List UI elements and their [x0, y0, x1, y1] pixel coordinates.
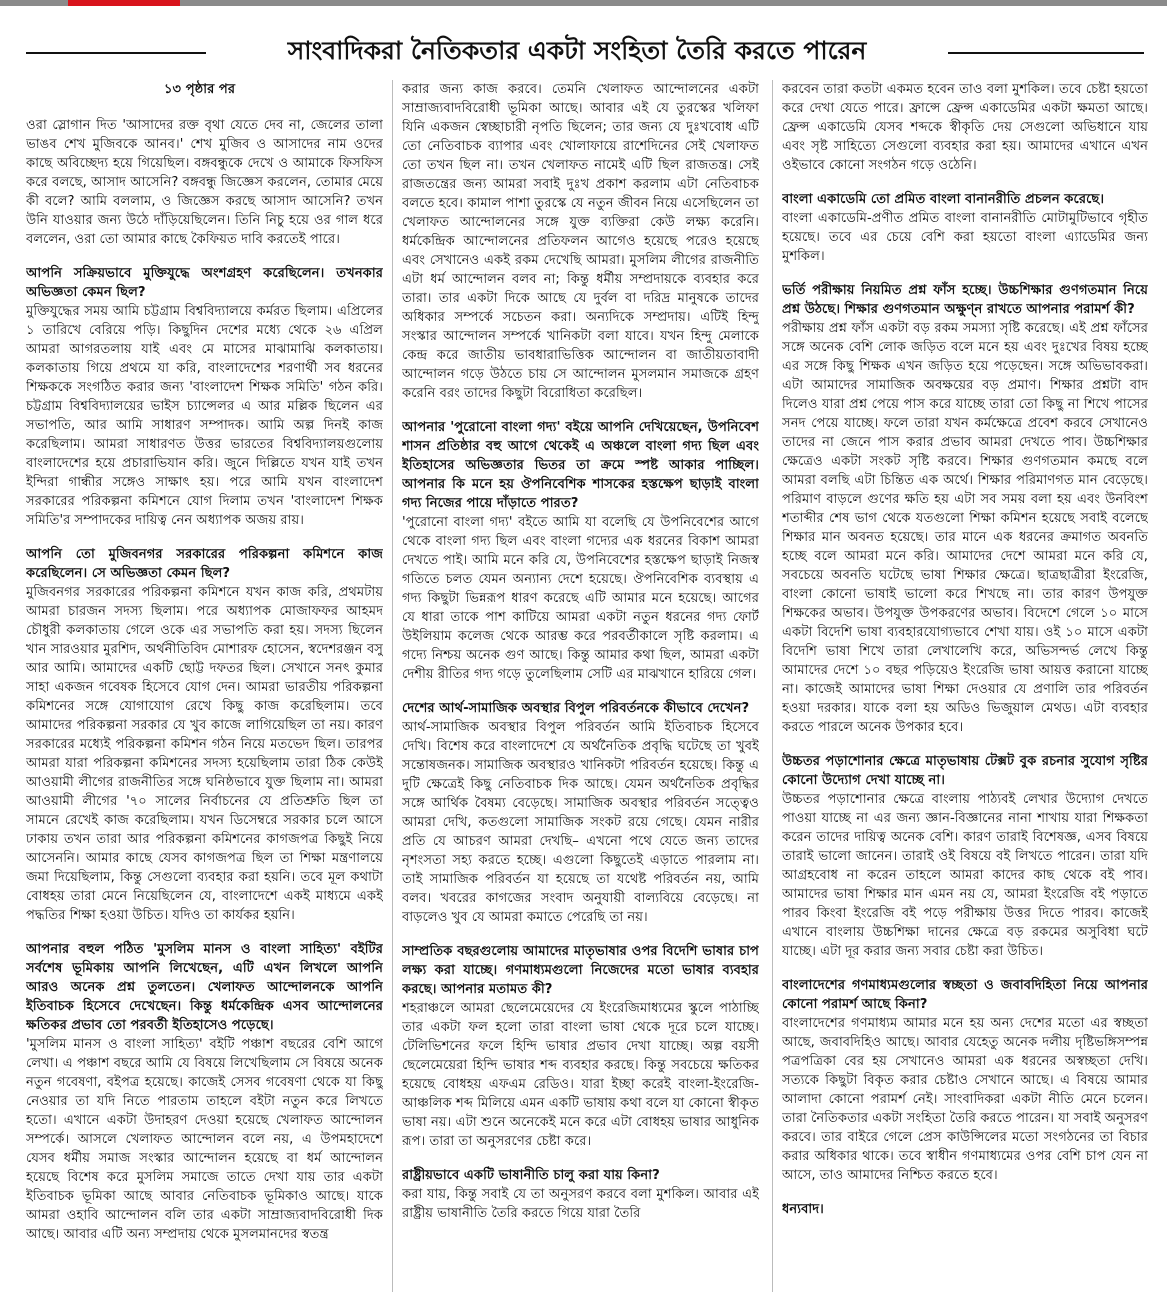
headline-row — [0, 28, 1167, 76]
interview-answer: মুক্তিযুদ্ধের সময় আমি চট্টগ্রাম বিশ্ববিদ্যালয়ে কর্মরত ছিলাম। এপ্রিলের ১ তারিখে বেরিয়ে পড়ি। কিছুদিন দেশের মধ্যে থেকে ২৬ এপ্রিল আমরা আগরতলায় যাই এবং মে মাসের মাঝামাঝি কলকাতায়। কলকাতায় গিয়ে প্রথমে যা করি, বাংলাদেশের শরণার্থী সব ধরনের শিক্ষককে সংগঠিত করার জন্য 'বাংলাদেশ শিক্ষক সমিতি' গঠন করি। চট্টগ্রাম বিশ্ববিদ্যালয়ের ভাইস চ্যান্সেলর এ আর মল্লিক ছিলেন এর সভাপতি, আর আমি সাধারণ সম্পাদক। আমি অল্প দিনই কাজ করেছিলাম। আমরা সাধারণত উত্তর ভারতের বিশ্ববিদ্যালয়গুলোয় বাংলাদেশের হয়ে প্রচারাভিযান করি। জুনে দিল্লিতে যখন যাই তখন ইন্দিরা গান্ধীর সঙ্গেও সাক্ষাৎ হয়। পরে আমি যখন বাংলাদেশ সরকারের পরিকল্পনা কমিশনে যোগ দিলাম তখন 'বাংলাদেশ শিক্ষক সমিতি'র সম্পাদকের দায়িত্ব নেন অধ্যাপক অজয় রায়। — [26, 304, 383, 528]
headline-rule-left — [26, 52, 206, 54]
page-continuation-note: ১৩ পৃষ্ঠার পর — [164, 82, 236, 97]
interview-question: উচ্চতর পড়াশোনার ক্ষেত্রে মাতৃভাষায় টেক্সট বুক রচনার সুযোগ সৃষ্টির কোনো উদ্যোগ দেখা যাচ্ছে না। — [782, 754, 1148, 788]
interview-question: আপনার 'পুরোনো বাংলা গদ্য' বইয়ে আপনি দেখিয়েছেন, উপনিবেশ শাসন প্রতিষ্ঠার বহু আগে থেকেই এ অঞ্চলে বাংলা গদ্য ছিল এবং ইতিহাসের অভিজ্ঞতার ভিতর তা ক্রমে স্পষ্ট আকার পাচ্ছিল। আপনার কি মনে হয় ঔপনিবেশিক শাসকের হস্তক্ষেপ ছাড়াই বাংলা গদ্য নিজের পায়ে দাঁড়াতে পারত? — [402, 420, 759, 511]
column-divider — [772, 80, 773, 1292]
column-2 — [402, 80, 759, 1292]
interview-answer: 'পুরোনো বাংলা গদ্য' বইতে আমি যা বলেছি যে উপনিবেশের আগে থেকে বাংলা গদ্য ছিল এবং বাংলা গদ্যের এক ধরনের বিকাশ আমরা দেখতে পাই। আমি মনে করি যে, উপনিবেশের হস্তক্ষেপ ছাড়াই নিজস্ব গতিতে চলত যেমন অন্যান্য দেশে হয়েছে। ঔপনিবেশিক ব্যবস্থায় এ গদ্য কিছুটা ভিন্নরূপ ধারণ করেছে এটি আমার মনে হয়েছে। আগের যে ধারা তাকে পাশ কাটিয়ে আমরা একটা নতুন ধরনের গদ্য ফোর্ট উইলিয়াম কলেজ থেকে আরম্ভ করে পরবর্তীকালে সৃষ্টি করলাম। এ গদ্যে নিশ্চয় অনেক গুণ আছে। কিন্তু আমার কথা ছিল, আমরা একটা দেশীয় রীতির গদ্য গড়ে তুলেছিলাম সেটি এর মাঝখানে হারিয়ে গেল। — [402, 515, 759, 682]
interview-question: আপনার বহুল পঠিত 'মুসলিম মানস ও বাংলা সাহিত্য' বইটির সর্বশেষ ভূমিকায় আপনি লিখেছেন, এটি এখন লিখলে আপনি আরও অনেক প্রশ্ন তুলতেন। খেলাফত আন্দোলনকে আপনি ইতিবাচক হিসেবে দেখেছেন। কিন্তু ধর্মকেন্দ্রিক এসব আন্দোলনের ক্ষতিকর প্রভাব তো পরবর্তী ইতিহাসেও পড়েছে। — [26, 942, 383, 1033]
interview-answer: করা যায়, কিন্তু সবাই যে তা অনুসরণ করবে বলা মুশকিল। আবার এই রাষ্ট্রীয় ভাষানীতি তৈরি করতে গিয়ে যারা তৈরি — [402, 1187, 759, 1221]
interview-question: রাষ্ট্রীয়ভাবে একটি ভাষানীতি চালু করা যায় কিনা? — [402, 1168, 660, 1183]
interview-answer: শহরাঞ্চলে আমরা ছেলেমেয়েদের যে ইংরেজিমাধ্যমের স্কুলে পাঠাচ্ছি তার একটা ফল হলো তারা বাংলা ভাষা থেকে দূরে চলে যাচ্ছে। টেলিভিশনের ফলে হিন্দি ভাষার প্রভাব দেখা যাচ্ছে। অল্প বয়সী ছেলেমেয়েরা হিন্দি ভাষার শব্দ ব্যবহার করছে। কিন্তু সবচেয়ে ক্ষতিকর হয়েছে বোধহয় এফএম রেডিও। যারা ইচ্ছা করেই বাংলা-ইংরেজি-আঞ্চলিক শব্দ মিলিয়ে এমন একটি ভাষায় কথা বলে যা কোনো স্বীকৃত ভাষা নয়। এটা শুনে অনেকেই মনে করে এটা বোধহয় ভাষার আধুনিক রূপ। তারা তা অনুসরণের চেষ্টা করে। — [402, 1001, 759, 1149]
interview-question: দেশের আর্থ-সামাজিক অবস্থার বিপুল পরিবর্তনকে কীভাবে দেখেন? — [402, 701, 750, 716]
interview-answer: করবেন তারা কতটা একমত হবেন তাও বলা মুশকিল। তবে চেষ্টা হয়তো করে দেখা যেতে পারে। ফ্রান্সে ফ্রেন্স একাডেমির একটা ক্ষমতা আছে। ফ্রেন্স একাডেমি যেসব শব্দকে স্বীকৃতি দেয় সেগুলো অভিধানে যায় এবং সৃষ্ট সাহিত্যে সেগুলো ব্যবহার করা হয়। আমাদের এখানে এখন ওইভাবে কোনো সংগঠন গড়ে ওঠেনি। — [782, 82, 1148, 173]
interview-answer: ওরা স্লোগান দিত 'আসাদের রক্ত বৃথা যেতে দেব না, জেলের তালা ভাঙব শেখ মুজিবকে আনব।' শেখ মুজিব ও আসাদের নাম ওদের কাছে অবিচ্ছেদ্য হয়ে গিয়েছিল। বঙ্গবন্ধুকে দেখে ও আমাকে ফিসফিস করে বলছে, আসাদ আসেনি? বঙ্গবন্ধু জিজ্ঞেস করলেন, তোমার মেয়ে কী বলে? আমি বললাম, ও জিজ্ঞেস করছে আসাদ আসেনি? তখন উনি যাওয়ার জন্য উঠে দাঁড়িয়েছিলেন। তিনি নিচু হয়ে ওর গাল ধরে বললেন, ওরা তো আমার কাছে কৈফিয়ত দাবি করতেই পারে। — [26, 118, 383, 247]
interview-answer: বাংলা একাডেমি-প্রণীত প্রমিত বাংলা বানানরীতি মোটামুটিভাবে গৃহীত হয়েছে। তবে এর চেয়ে বেশি করা হয়তো বাংলা এ্যাডেমির জন্য মুশকিল। — [782, 211, 1148, 264]
interview-answer: করার জন্য কাজ করবে। তেমনি খেলাফত আন্দোলনের একটা সাম্রাজ্যবাদবিরোধী ভূমিকা আছে। আবার এই যে তুরস্কের খলিফা যিনি একজন স্বেচ্ছাচারী নৃপতি ছিলেন; তার জন্য যে দুঃখবোধ এটি তো নেতিবাচক ব্যাপার এবং খোলাফায়ে রাশেদিনের সেই খেলাফত তো তখন ছিল না। তখন খেলাফত নামেই এটি ছিল রাজতন্ত্র। সেই রাজতন্ত্রের জন্য আমরা সবাই দুঃখ প্রকাশ করলাম এটা নেতিবাচক বলতে হবে। কামাল পাশা তুরস্কে যে নতুন জীবন নিয়ে এসেছিলেন তা খেলাফত আন্দোলনের সঙ্গে যুক্ত ব্যক্তিরা কেউ লক্ষ্য করেনি। ধর্মকেন্দ্রিক আন্দোলনের প্রতিফলন আগেও হয়েছে পরেও হয়েছে এবং সেখানেও একই রকম দেখেছি আমরা। মুসলিম লীগের রাজনীতি এটা ধর্ম আন্দোলন বলব না; কিন্তু ধর্মীয় সম্প্রদায়কে ব্যবহার করে তারা। তার একটা দিকে আছে যে দুর্বল বা দরিদ্র মানুষকে তাদের অধিকার সম্পর্কে সচেতন করা। অন্যদিকে সম্প্রদায়। এটিই হিন্দু সংস্কার আন্দোলন সম্পর্কে খানিকটা বলা যাবে। যখন হিন্দু মেলাকে কেন্দ্র করে জাতীয় ভাবধারাভিত্তিক আন্দোলন বা জাতীয়তাবাদী আন্দোলন গড়ে উঠতে চায় সে আন্দোলন মুসলমান সমাজকে গ্রহণ করেনি বরং তাদের কিছুটা বিরোধিতা করেছিল। — [402, 82, 759, 401]
column-1 — [26, 80, 383, 1292]
interview-answer: আর্থ-সামাজিক অবস্থার বিপুল পরিবর্তন আমি ইতিবাচক হিসেবে দেখি। বিশেষ করে বাংলাদেশে যে অর্থনৈতিক প্রবৃদ্ধি ঘটেছে তা খুবই সন্তোষজনক। সামাজিক অবস্থারও খানিকটা পরিবর্তন হয়েছে। কিন্তু এ দুটি ক্ষেত্রেই কিছু নেতিবাচক দিক আছে। যেমন অর্থনৈতিক প্রবৃদ্ধির সঙ্গে আর্থিক বৈষম্য বেড়েছে। সামাজিক অবস্থার পরিবর্তন সত্ত্বেও আমরা দেখি, কতগুলো সামাজিক সংকট রয়ে গেছে। যেমন নারীর প্রতি যে আচরণ আমরা দেখছি– এখনো পথে যেতে জন্য তাদের নৃশংসতা সহ্য করতে হচ্ছে। এগুলো কিছুতেই এড়াতে পারলাম না। তাই সামাজিক পরিবর্তন যা হয়েছে তা যথেষ্ট পরিবর্তন নয়, আমি বলব। খবরের কাগজের সংবাদ অনুযায়ী বাল্যবিয়ে বেড়েছে। না বাড়লেও খুব যে আমরা কমাতে পেরেছি তা নয়। — [402, 720, 759, 925]
interview-question: বাংলা একাডেমি তো প্রমিত বাংলা বানানরীতি প্রচলন করেছে। — [782, 192, 1105, 207]
interview-answer: উচ্চতর পড়াশোনার ক্ষেত্রে বাংলায় পাঠ্যবই লেখার উদ্যোগ দেখতে পাওয়া যাচ্ছে না এর জন্য জ্ঞান-বিজ্ঞানের নানা শাখায় যারা শিক্ষকতা করেন তাদের দায়িত্ব অনেক বেশি। কারণ তারাই বিশেষজ্ঞ, এসব বিষয়ে তারাই ভালো জানেন। তারাই ওই বিষয়ে বই লিখতে পারেন। তারা যদি আগ্রহবোধ না করেন তাহলে আমরা কাদের কাছ থেকে বই পাব। আমাদের ভাষা শিক্ষার মান এমন নয় যে, আমরা ইংরেজি বই পড়াতে পারব কিংবা ইংরেজি বই পড়ে পরীক্ষায় উত্তর দিতে পারব। কাজেই এখানে বাংলায় উচ্চশিক্ষা দানের ক্ষেত্রে বড় রকমের অসুবিধা ঘটে যাচ্ছে। এটা দূর করার জন্য সবার চেষ্টা করা উচিত। — [782, 792, 1148, 959]
interview-question: সাম্প্রতিক বছরগুলোয় আমাদের মাতৃভাষার ওপর বিদেশি ভাষার চাপ লক্ষ্য করা যাচ্ছে। গণমাধ্যমগুলো নিজেদের মতো ভাষার ব্যবহার করছে। আপনার মতামত কী? — [402, 944, 759, 997]
column-divider — [392, 80, 393, 1292]
interview-answer: পরীক্ষায় প্রশ্ন ফাঁস একটা বড় রকম সমস্যা সৃষ্টি করেছে। এই প্রশ্ন ফাঁসের সঙ্গে অনেক বেশি লোক জড়িত বলে মনে হয় এবং দুঃখের বিষয় হচ্ছে এর সঙ্গে কিছু শিক্ষক এখন জড়িত হয়ে পড়েছেন। সঙ্গে অভিভাবকরা। এটা আমাদের সামাজিক অবক্ষয়ের বড় প্রমাণ। শিক্ষার প্রশ্নটা বাদ দিলেও যারা প্রশ্ন পেয়ে পাস করে যাচ্ছে তারা তো কিছু না শিখে পাসের সনদ পেয়ে যাচ্ছে। ফলে তারা যখন কর্মক্ষেত্রে প্রবেশ করবে সেখানেও তাদের না জেনে পাস করার প্রভাব আমরা দেখতে পাব। উচ্চশিক্ষার ক্ষেত্রেও একটা সংকট সৃষ্টি করবে। শিক্ষার গুণগতমান কমছে বলে আমরা বলছি এটা চিন্তিত এক অর্থে। শিক্ষার পরিমাণগত মান বেড়েছে। পরিমাণ বাড়লে গুণের ক্ষতি হয় এটা সব সময় বলা হয় এবং উনবিংশ শতাব্দীর শেষ ভাগ থেকে যতগুলো শিক্ষা কমিশন হয়েছে সবাই বলেছে শিক্ষার মান অবনত হয়েছে। তার মানে এক ধরনের ক্রমাগত অবনতি হচ্ছে বলে আমরা মনে করি। আমাদের দেশে আমরা মনে করি যে, সবচেয়ে অবনতি ঘটেছে ভাষা শিক্ষার ক্ষেত্রে। ছাত্রছাত্রীরা ইংরেজি, বাংলা কোনো ভাষাই ভালো করে শিখছে না। তার কারণ উপযুক্ত শিক্ষকের অভাব। উপযুক্ত উপকরণের অভাব। বিদেশে গেলে ১০ মাসে একটা বিদেশি ভাষা ব্যবহারযোগ্যভাবে শেখা যায়। ওই ১০ মাসে একটা বিদেশি ভাষা শিখে তারা লেখালেখি করে, অভিসন্দর্ভ লেখে কিন্তু আমাদের দেশে ১০ বছর পড়িয়েও ইংরেজি ভাষা আয়ত্ত করানো যাচ্ছে না। কাজেই আমাদের ভাষা শিক্ষা দেওয়ার যে প্রণালি তার পরিবর্তন হওয়া দরকার। যাকে বলা হয় অডিও ভিজুয়াল মেথড। এটা ব্যবহার করতে পারলে অনেক উপকার হবে। — [782, 321, 1148, 735]
headline-rule-right — [948, 52, 1144, 54]
column-3 — [782, 80, 1148, 1292]
section-accent-bar — [68, 0, 180, 6]
interview-answer: মুজিবনগর সরকারের পরিকল্পনা কমিশনে যখন কাজ করি, প্রথমটায় আমরা চারজন সদস্য ছিলাম। পরে অধ্যাপক মোজাফফর আহমদ চৌধুরী কলকাতায় গেলে ওকে এর সভাপতি করা হয়। সদস্য ছিলেন খান সারওয়ার মুরশিদ, অর্থনীতিবিদ মোশারফ হোসেন, স্বদেশরঞ্জন বসু আর আমি। আমাদের একটি ছোট্ট দফতর ছিল। সেখানে সনৎ কুমার সাহা একজন গবেষক হিসেবে যোগ দেন। আমরা ভারতীয় পরিকল্পনা কমিশনের সঙ্গে যোগাযোগ রেখে কিছু কাজ করেছিলাম। তবে আমাদের পরিকল্পনা সরকার যে খুব কাজে লাগিয়েছিল তা নয়। কারণ সরকারের মধ্যেই পরিকল্পনা কমিশন গঠন নিয়ে মতভেদ ছিল। তারপর আমরা যারা পরিকল্পনা কমিশনের সদস্য হয়েছিলাম তারা ঠিক কেউই আওয়ামী লীগের রাজনীতির সঙ্গে ঘনিষ্ঠভাবে যুক্ত ছিলাম না। আমরা আওয়ামী লীগের '৭০ সালের নির্বাচনের যে প্রতিশ্রুতি ছিল তা সামনে রেখেই কাজ করেছিলাম। যখন ডিসেম্বরে সরকার চলে আসে ঢাকায় তখন তারা আর পরিকল্পনা কমিশনের কাগজপত্র কিছুই নিয়ে আসেননি। আমার কাছে যেসব কাগজপত্র ছিল তা শিক্ষা মন্ত্রণালয়ে জমা দিয়েছিলাম, কিন্তু সেগুলো ব্যবহার করা হয়নি। তবে মূল কথাটা বোধহয় তারা মেনে নিয়েছিলেন যে, বাংলাদেশে একই মাধ্যমে একই পদ্ধতির শিক্ষা হওয়া উচিত। যদিও তা কার্যকর হয়নি। — [26, 585, 383, 923]
headline: সাংবাদিকরা নৈতিকতার একটা সংহিতা তৈরি করতে পারেন — [287, 36, 867, 65]
top-bar — [0, 0, 1167, 6]
interview-answer: বাংলাদেশের গণমাধ্যম আমার মনে হয় অন্য দেশের মতো এর স্বচ্ছতা আছে, জবাবদিহিও আছে। আবার যেহেতু অনেক দলীয় দৃষ্টিভঙ্গিসম্পন্ন পত্রপত্রিকা বের হয় সেখানেও আমরা এক ধরনের অস্বচ্ছতা দেখি। সত্যকে কিছুটা বিকৃত করার চেষ্টাও সেখানে আছে। এ বিষয়ে আমার আলাদা কোনো পরামর্শ নেই। সাংবাদিকরা একটা নীতি মেনে চলেন। তারা নৈতিকতার একটা সংহিতা তৈরি করতে পারেন। যা সবাই অনুসরণ করবে। তার বাইরে গেলে প্রেস কাউন্সিলের মতো সংগঠনের তা বিচার করার অধিকার থাকে। তবে স্বাধীন গণমাধ্যমের ওপর বেশি চাপ যেন না আসে, তাও আমাদের নিশ্চিত করতে হবে। — [782, 1016, 1148, 1183]
interview-question: আপনি তো মুজিবনগর সরকারের পরিকল্পনা কমিশনে কাজ করেছিলেন। সে অভিজ্ঞতা কেমন ছিল? — [26, 547, 383, 581]
interview-answer: 'মুসলিম মানস ও বাংলা সাহিত্য' বইটি পঞ্চাশ বছরের বেশি আগে লেখা। এ পঞ্চাশ বছরে আমি যে বিষয়ে লিখেছিলাম সে বিষয়ে অনেক নতুন গবেষণা, বইপত্র হয়েছে। কাজেই সেসব গবেষণা থেকে যা কিছু নেওয়ার তা যদি নিতে পারতাম তাহলে বইটা নতুন করে লিখতে হতো। এখানে একটা উদাহরণ দেওয়া হয়েছে খেলাফত আন্দোলন সম্পর্কে। আসলে খেলাফত আন্দোলন বলে নয়, এ উপমহাদেশে যেসব ধর্মীয় সমাজ সংস্কার আন্দোলন হয়েছে বা ধর্ম আন্দোলন হয়েছে বিশেষ করে মুসলিম সমাজে তাতে দেখা যায় তার একটা ইতিবাচক ভূমিকা আছে আবার নেতিবাচক ভূমিকাও আছে। যাকে আমরা ওহাবি আন্দোলন বলি তার একটা সাম্রাজ্যবাদবিরোধী দিক আছে। আবার এটি অন্য সম্প্রদায় থেকে মুসলমানদের স্বতন্ত্র — [26, 1037, 383, 1242]
interview-question: আপনি সক্রিয়ভাবে মুক্তিযুদ্ধে অংশগ্রহণ করেছিলেন। তখনকার অভিজ্ঞতা কেমন ছিল? — [26, 266, 383, 300]
interview-question: ধন্যবাদ। — [782, 1202, 824, 1217]
interview-question: ভর্তি পরীক্ষায় নিয়মিত প্রশ্ন ফাঁস হচ্ছে। উচ্চশিক্ষার গুণগতমান নিয়ে প্রশ্ন উঠছে। শিক্ষার গুণগতমান অক্ষুণ্ন রাখতে আপনার পরামর্শ কী? — [782, 283, 1148, 317]
interview-question: বাংলাদেশের গণমাধ্যমগুলোর স্বচ্ছতা ও জবাবদিহিতা নিয়ে আপনার কোনো পরামর্শ আছে কিনা? — [782, 978, 1148, 1012]
article-body — [26, 80, 1148, 1292]
